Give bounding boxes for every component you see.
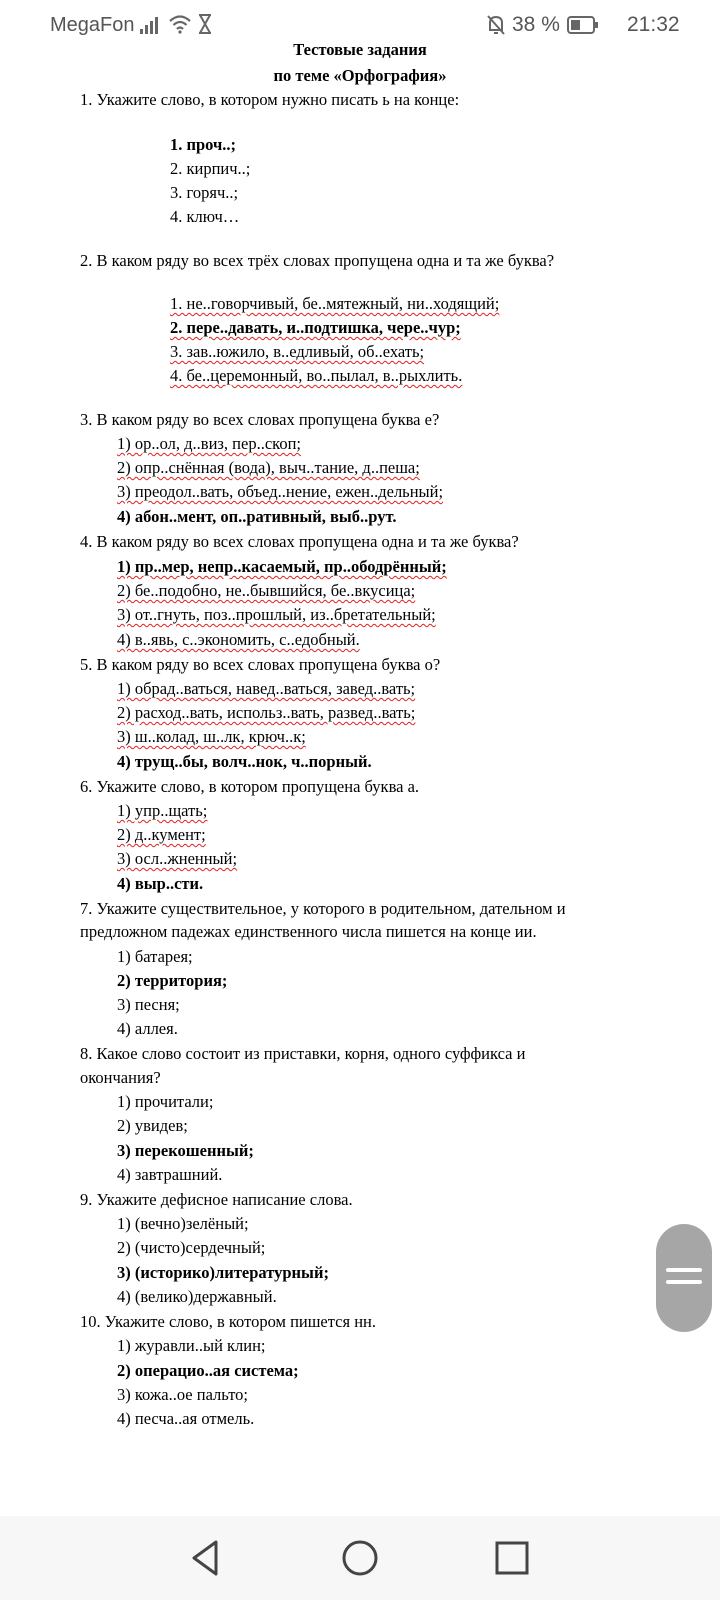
- question-1: 1. Укажите слово, в котором нужно писать ь на конце:: [80, 90, 460, 109]
- question-10: 10. Укажите слово, в котором пишется нн.: [80, 1312, 376, 1331]
- answer-option: 1) (вечно)зелёный;: [117, 1214, 249, 1233]
- answer-option: 3) песня;: [117, 995, 180, 1014]
- answer-option: 1) упр..щать;: [117, 801, 208, 820]
- answer-option: 1) обрад..ваться, навед..ваться, завед..вать;: [117, 679, 416, 698]
- answer-option: 1) журавли..ый клин;: [117, 1336, 266, 1355]
- answer-option: 4) завтрашний.: [117, 1165, 223, 1184]
- answer-correct: 4) выр..сти.: [117, 874, 204, 893]
- handle-grip-icon: [666, 1280, 702, 1284]
- battery-percent: 38 %: [512, 13, 560, 36]
- home-icon[interactable]: [334, 1532, 386, 1584]
- answer-option: 3. зав..южило, в..едливый, об..ехать;: [170, 342, 425, 361]
- answer-option: 3) преодол..вать, объед..нение, ежен..дельный;: [117, 482, 444, 501]
- carrier-name: MegaFon: [50, 14, 135, 36]
- question-6: 6. Укажите слово, в котором пропущена буква а.: [80, 777, 420, 796]
- answer-correct: 2) территория;: [117, 971, 228, 990]
- answer-option: 1) ор..ол, д..виз, пер..скоп;: [117, 434, 301, 453]
- question-9: 9. Укажите дефисное написание слова.: [80, 1190, 353, 1209]
- question-3: 3. В каком ряду во всех словах пропущена буква е?: [80, 410, 440, 429]
- answer-correct: 2. пере..давать, и..подтишка, чере..чур;: [170, 318, 461, 337]
- answer-option: 4) песча..ая отмель.: [117, 1409, 255, 1428]
- answer-option: 3) от..гнуть, поз..прошлый, из..бретательный;: [117, 605, 436, 624]
- answer-correct: 1. проч..;: [170, 135, 237, 154]
- doc-title: Тестовые задания: [293, 40, 427, 59]
- navigation-bar: [0, 1516, 720, 1600]
- back-icon[interactable]: [180, 1532, 232, 1584]
- answer-correct: 3) (историко)литературный;: [117, 1263, 329, 1282]
- answer-option: 3) кожа..ое пальто;: [117, 1385, 249, 1404]
- answer-option: 4. бе..церемонный, во..пылал, в..рыхлить.: [170, 366, 463, 385]
- answer-option: 4) (велико)державный.: [117, 1287, 277, 1306]
- question-8-cont: окончания?: [80, 1068, 161, 1087]
- question-7-cont: предложном падежах единственного числа пишется на конце ии.: [80, 922, 537, 941]
- handle-grip-icon: [666, 1268, 702, 1272]
- answer-option: 3. горяч..;: [170, 183, 239, 202]
- answer-option: 2) расход..вать, использ..вать, развед..вать;: [117, 703, 416, 722]
- recents-icon[interactable]: [486, 1532, 538, 1584]
- answer-correct: 4) абон..мент, оп..ративный, выб..рут.: [117, 507, 397, 526]
- answer-option: 4. ключ…: [170, 207, 240, 226]
- answer-option: 3) осл..жненный;: [117, 849, 238, 868]
- answer-option: 1) прочитали;: [117, 1092, 214, 1111]
- wifi-icon: [168, 14, 192, 39]
- battery-icon: [567, 16, 599, 39]
- answer-option: 3) ш..колад, ш..лк, крюч..к;: [117, 727, 306, 746]
- floating-handle[interactable]: [656, 1224, 712, 1332]
- clock: 21:32: [627, 13, 680, 36]
- signal-icon: [140, 16, 162, 39]
- answer-correct: 3) перекошенный;: [117, 1141, 254, 1160]
- answer-option: 2) д..кумент;: [117, 825, 206, 844]
- question-4: 4. В каком ряду во всех словах пропущена одна и та же буква?: [80, 532, 519, 551]
- answer-option: 4) в..явь, с..экономить, с..едобный.: [117, 630, 360, 649]
- question-2: 2. В каком ряду во всех трёх словах пропущена одна и та же буква?: [80, 251, 555, 270]
- question-5: 5. В каком ряду во всех словах пропущена буква о?: [80, 655, 441, 674]
- doc-subtitle: по теме «Орфография»: [273, 66, 447, 85]
- answer-option: 4) аллея.: [117, 1019, 178, 1038]
- answer-correct: 1) пр..мер, непр..касаемый, пр..ободрённый;: [117, 557, 447, 576]
- answer-option: 2. кирпич..;: [170, 159, 251, 178]
- bell-muted-icon: [486, 14, 506, 41]
- answer-correct: 2) операцио..ая система;: [117, 1361, 299, 1380]
- hourglass-icon: [198, 14, 212, 39]
- question-8: 8. Какое слово состоит из приставки, корня, одного суффикса и: [80, 1044, 526, 1063]
- answer-option: 1. не..говорчивый, бе..мятежный, ни..ходящий;: [170, 294, 500, 313]
- answer-option: 1) батарея;: [117, 947, 193, 966]
- question-7: 7. Укажите существительное, у которого в родительном, дательном и: [80, 899, 566, 918]
- answer-correct: 4) трущ..бы, волч..нок, ч..порный.: [117, 752, 372, 771]
- answer-option: 2) бе..подобно, не..бывшийся, бе..вкусица;: [117, 581, 416, 600]
- answer-option: 2) опр..снённая (вода), выч..тание, д..пеша;: [117, 458, 420, 477]
- answer-option: 2) увидев;: [117, 1116, 188, 1135]
- answer-option: 2) (чисто)сердечный;: [117, 1238, 266, 1257]
